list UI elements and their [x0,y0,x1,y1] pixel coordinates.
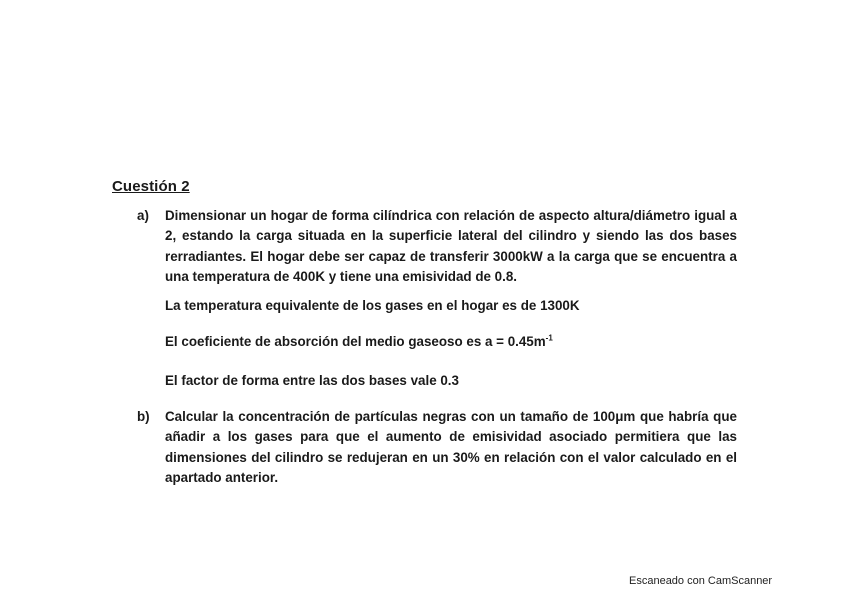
item-a [137,206,737,287]
data-temperature: La temperatura equivalente de los gases en el hogar es de 1300K [165,298,580,313]
item-a-text: Dimensionar un hogar de forma cilíndrica con relación de aspecto altura/diámetro igual a 2, estando la carga situada en la superficie lateral del cilindro y siendo las dos bases rerradiantes. El hogar debe ser capaz de transferir 3000kW a la carga que se encuentra a una temperatura de 400K y tiene una emisividad de 0.8. [165,208,737,284]
scanner-watermark: Escaneado con CamScanner [629,575,773,587]
item-a-marker: a) [137,208,149,223]
item-b-marker: b) [137,409,150,424]
item-b-text: Calcular la concentración de partículas negras con un tamaño de 100μm que habría que añadir a los gases para que el aumento de emisividad asociado permitiera que las dimensiones del cilindro se redujeran en un 30% en relación con el valor calculado en el apartado anterior. [165,409,737,485]
question-title: Cuestión 2 [112,178,190,195]
absorption-text: El coeficiente de absorción del medio gaseoso es a = 0.45m [165,334,546,349]
data-absorption-coefficient [165,334,553,349]
data-form-factor: El factor de forma entre las dos bases vale 0.3 [165,373,459,388]
item-b [137,407,737,488]
absorption-exponent: -1 [545,333,553,343]
